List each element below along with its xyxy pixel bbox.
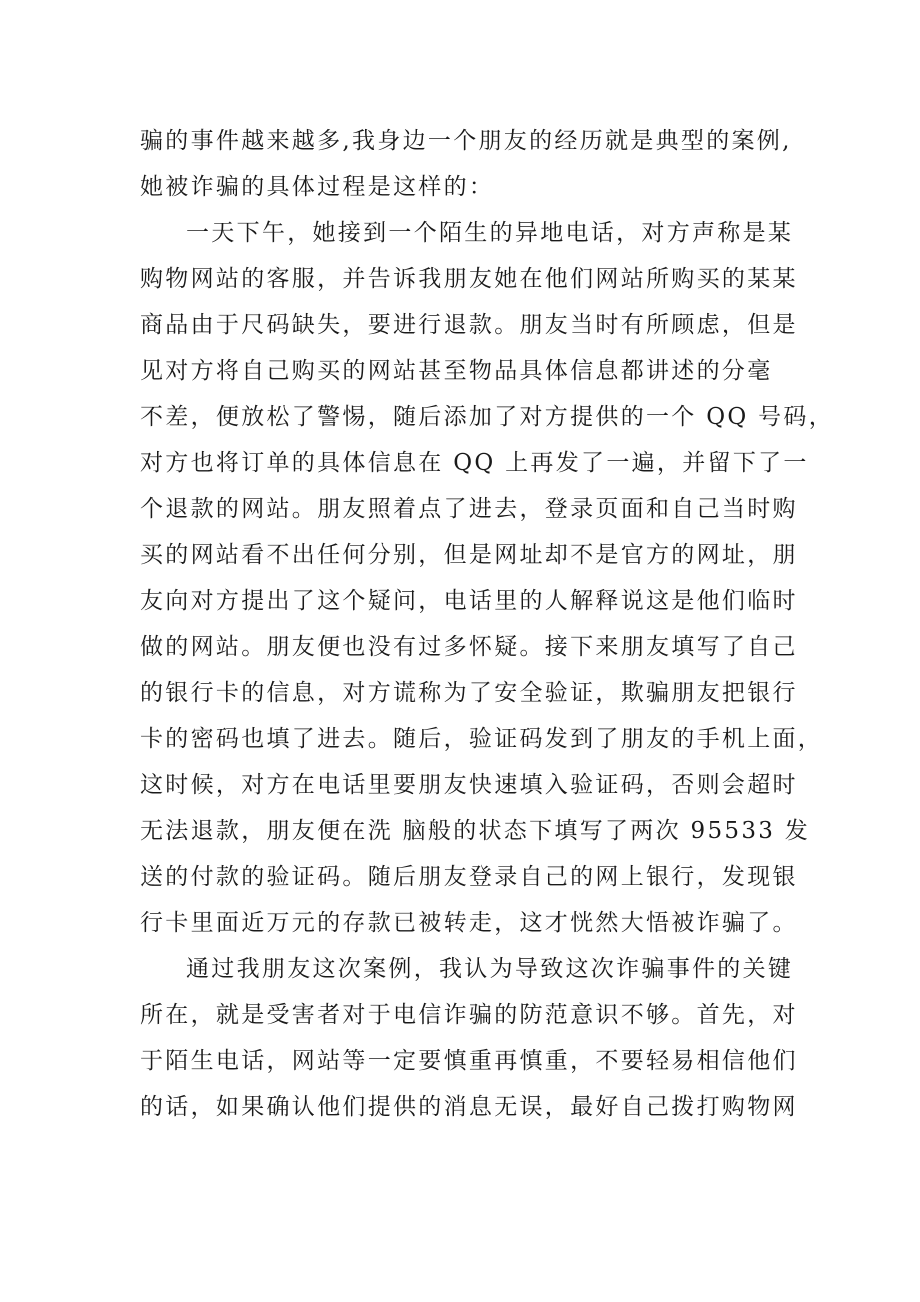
text-line-12: 做的网站。朋友便也没有过多怀疑。接下来朋友填写了自己 xyxy=(140,634,798,660)
text-line-11: 友向对方提出了这个疑问，电话里的人解释说这是他们临时 xyxy=(140,588,798,614)
text-line-20: 所在，就是受害者对于电信诈骗的防范意识不够。首先，对 xyxy=(140,1002,798,1028)
text-line-8: 对方也将订单的具体信息在 QQ 上再发了一遍，并留下了一 xyxy=(140,450,809,476)
text-line-5: 商品由于尺码缺失，要进行退款。朋友当时有所顾虑，但是 xyxy=(140,312,798,338)
text-line-9: 个退款的网站。朋友照着点了进去，登录页面和自己当时购 xyxy=(140,496,798,522)
text-line-2: 她被诈骗的具体过程是这样的： xyxy=(140,174,495,200)
paragraph-start-line-3: 一天下午，她接到一个陌生的异地电话，对方声称是某 xyxy=(186,220,794,246)
text-line-15: 这时候，对方在电话里要朋友快速填入验证码，否则会超时 xyxy=(140,772,798,798)
text-line-6: 见对方将自己购买的网站甚至物品具体信息都讲述的分毫 xyxy=(140,358,773,384)
text-line-18: 行卡里面近万元的存款已被转走，这才恍然大悟被诈骗了。 xyxy=(140,910,798,936)
paragraph-start-line-19: 通过我朋友这次案例，我认为导致这次诈骗事件的关键 xyxy=(186,956,794,982)
text-line-22: 的话，如果确认他们提供的消息无误，最好自己拨打购物网 xyxy=(140,1094,798,1120)
text-line-7: 不差，便放松了警惕，随后添加了对方提供的一个 QQ 号码， xyxy=(140,404,835,430)
text-line-13: 的银行卡的信息，对方谎称为了安全验证，欺骗朋友把银行 xyxy=(140,680,798,706)
document-body xyxy=(140,118,835,1130)
text-line-1: 骗的事件越来越多,我身边一个朋友的经历就是典型的案例, xyxy=(140,128,792,154)
text-line-14: 卡的密码也填了进去。随后，验证码发到了朋友的手机上面， xyxy=(140,726,824,752)
text-line-21: 于陌生电话，网站等一定要慎重再慎重，不要轻易相信他们 xyxy=(140,1048,798,1074)
text-line-4: 购物网站的客服，并告诉我朋友她在他们网站所购买的某某 xyxy=(140,266,798,292)
text-line-16: 无法退款，朋友便在洗 脑般的状态下填写了两次 95533 发 xyxy=(140,818,811,844)
text-line-17: 送的付款的验证码。随后朋友登录自己的网上银行，发现银 xyxy=(140,864,798,890)
text-line-10: 买的网站看不出任何分别，但是网址却不是官方的网址，朋 xyxy=(140,542,798,568)
